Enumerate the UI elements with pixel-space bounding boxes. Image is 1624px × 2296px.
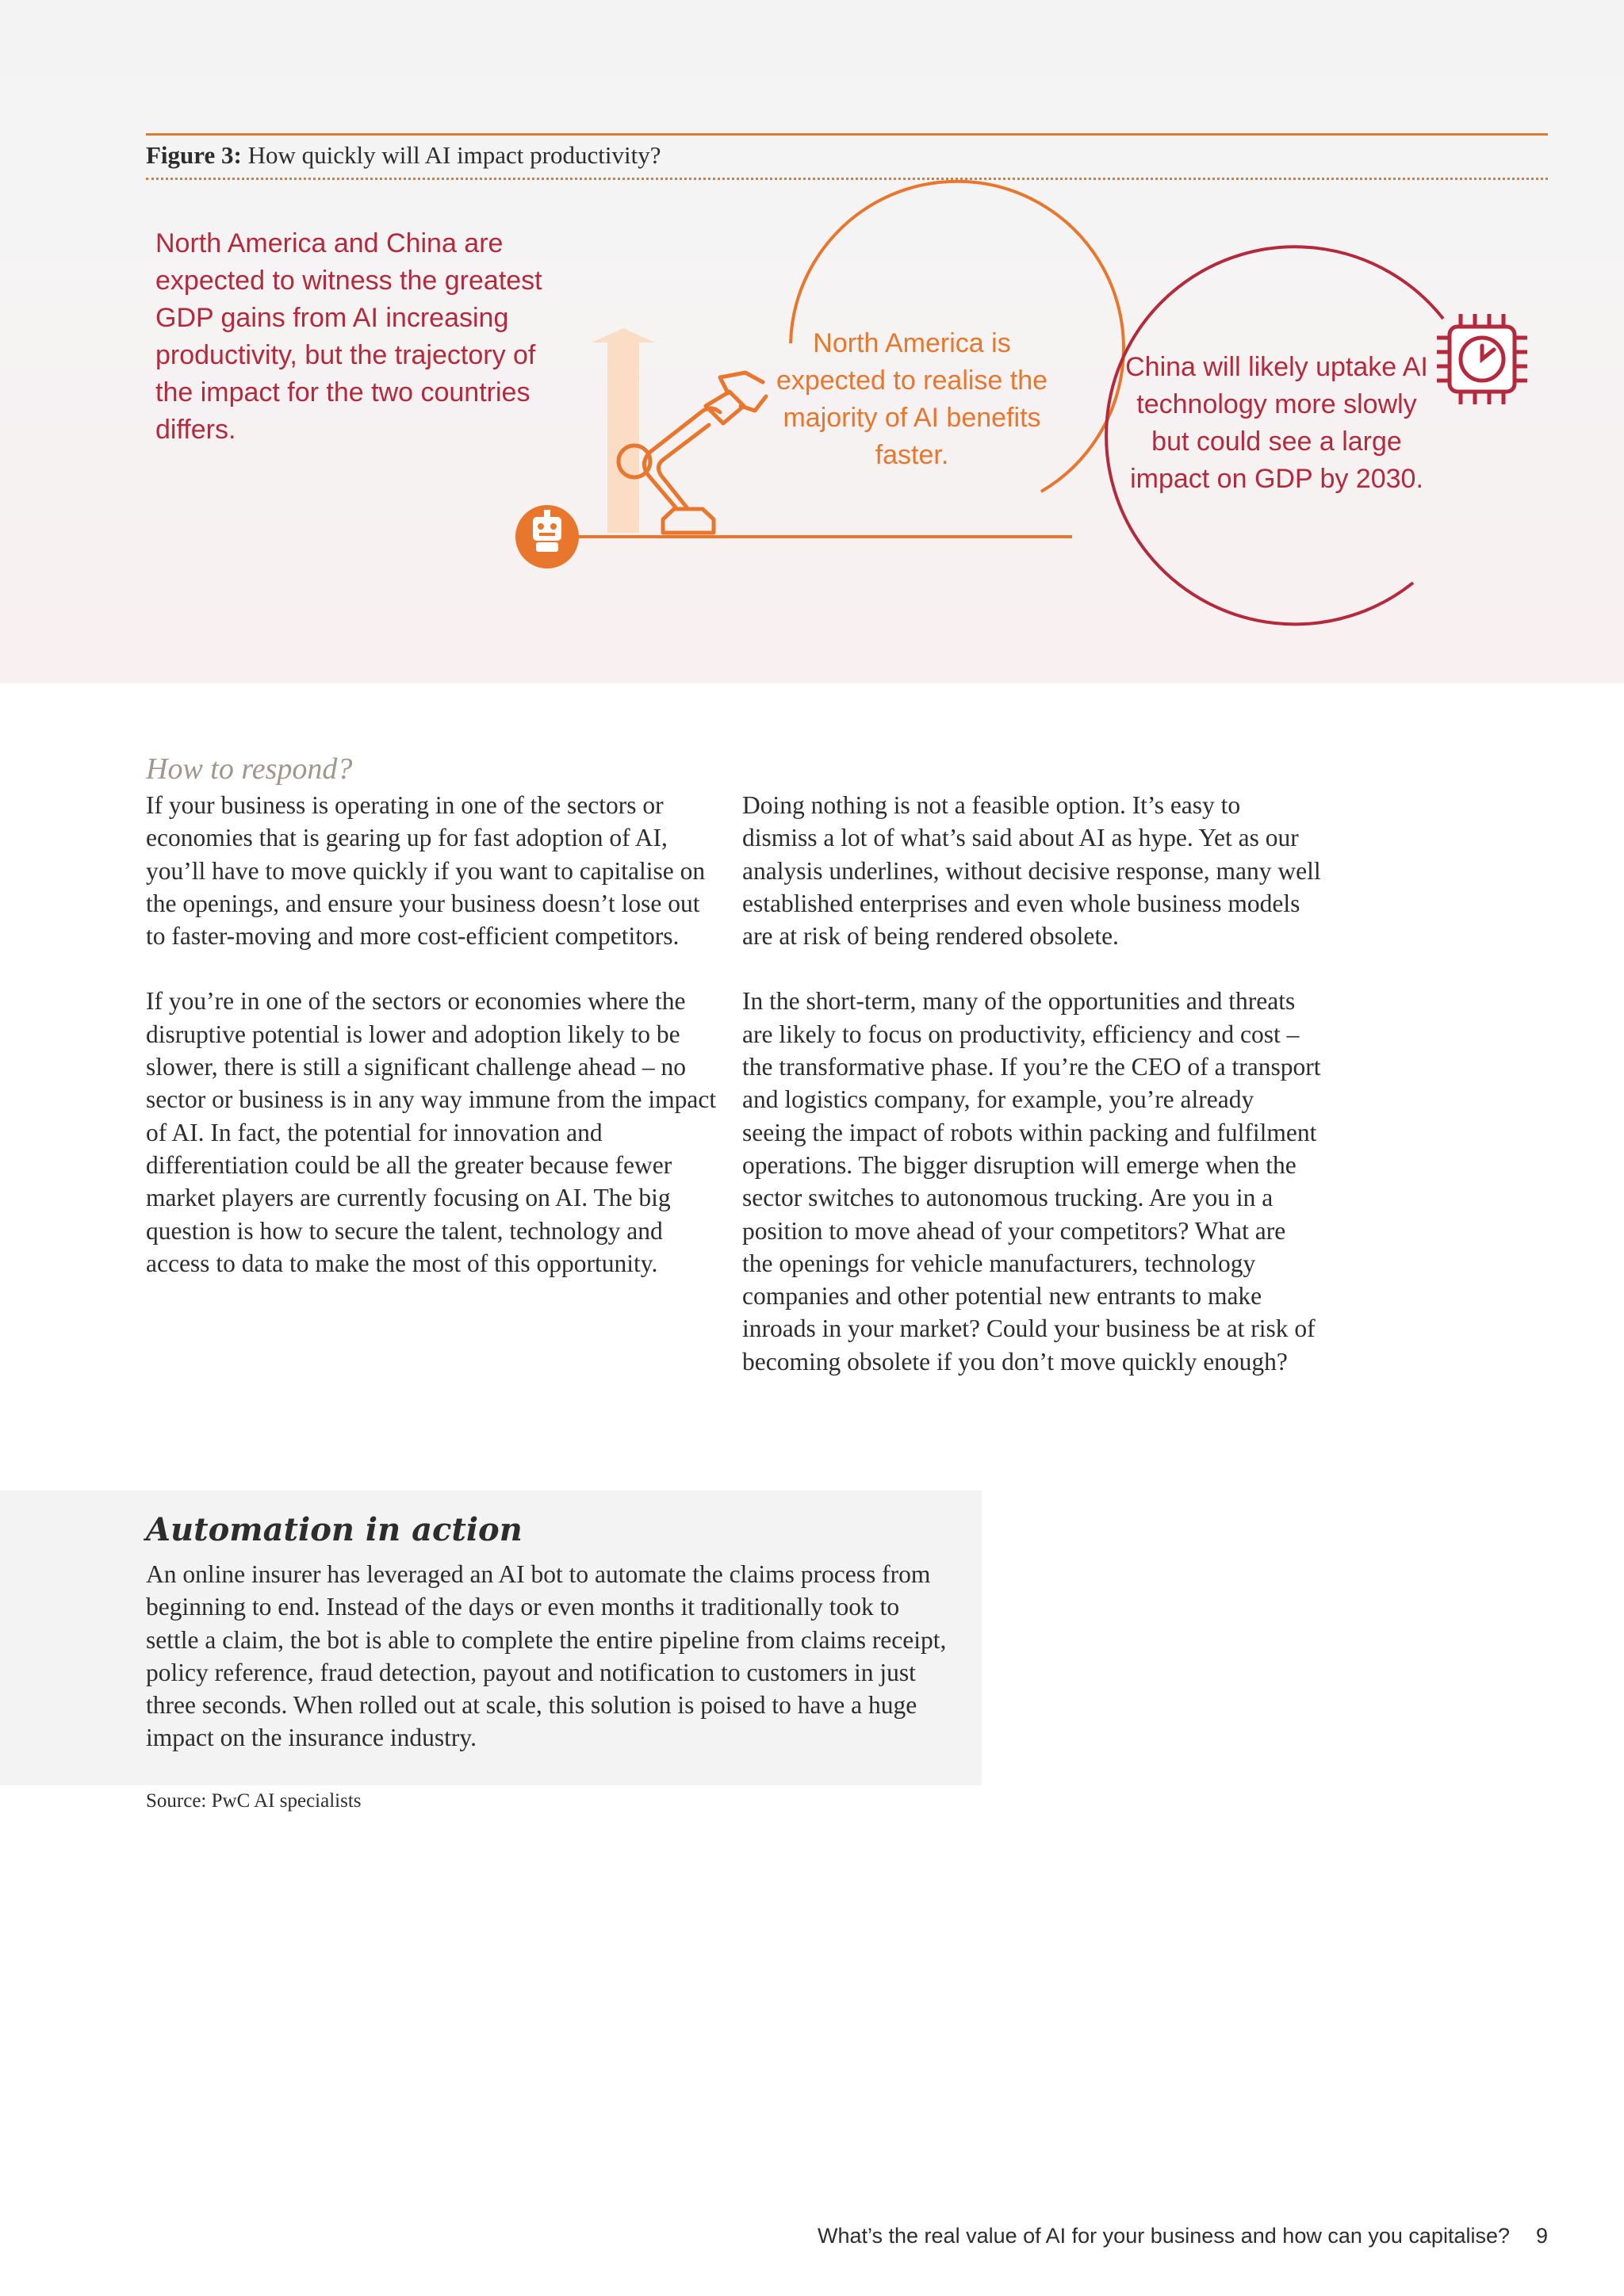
chip-clock-icon	[1437, 314, 1527, 404]
robot-face-icon	[515, 505, 579, 568]
automation-body: An online insurer has leveraged an AI bot to automate the claims process from beginning to end. Instead of the days or even months it traditionally took to settle a claim, the bot is able to complete the entire pipeline from claims receipt, policy reference, fraud detection, payout and notification to customers in just three seconds. When rolled out at scale, this solution is poised to have a huge impact on the insurance industry.	[146, 1560, 947, 1752]
footer-text: What’s the real value of AI for your business and how can you capitalise?	[817, 2224, 1510, 2248]
left-paragraph-1: If your business is operating in one of the sectors or economies that is gearing up for fast adoption of AI, you’ll have to move quickly if you want to capitalise on the openings, and ensure your business doesn’t lose out to faster-moving and more cost-efficient competitors.	[146, 791, 706, 951]
china-text: China will likely uptake AI technology more slowly but could see a large impact on GDP by 2030.	[1125, 352, 1428, 494]
north-america-text: North America is expected to realise the majority of AI benefits faster.	[776, 328, 1048, 470]
automation-title: Automation in action	[146, 1511, 523, 1548]
section-heading: How to respond?	[146, 752, 353, 786]
figure-label: Figure 3:	[146, 141, 242, 169]
robot-arm-icon	[619, 373, 766, 533]
up-arrow-icon	[592, 328, 655, 533]
page-number: 9	[1536, 2224, 1549, 2248]
left-column	[146, 789, 725, 1312]
right-paragraph-2: In the short-term, many of the opportunities and threats are likely to focus on productivity, efficiency and cost – the transformative phase. If you’re the CEO of a transport and logistics company, for example, you’re already seeing the impact of robots within packing and fulfilment operations. The bigger disruption will emerge when the sector switches to autonomous trucking. Are you in a position to move ahead of your competitors? What are the openings for vehicle manufacturers, technology companies and other potential new entrants to make inroads in your market? Could your business be at risk of becoming obsolete if you don’t move quickly enough?	[742, 987, 1321, 1376]
right-column	[742, 789, 1321, 1410]
left-paragraph-2: If you’re in one of the sectors or economies where the disruptive potential is lower and adoption likely to be slower, there is still a significant challenge ahead – no sector or business is in any way immune from the impact of AI. In fact, the potential for innovation and differentiation could be all the greater because fewer market players are currently focusing on AI. The big question is how to secure the talent, technology and access to data to make the most of this opportunity.	[146, 987, 717, 1277]
source-note: Source: PwC AI specialists	[146, 1790, 362, 1812]
figure-title-text: How quickly will AI impact productivity?	[247, 141, 661, 169]
figure-intro-text: North America and China are expected to witness the greatest GDP gains from AI increasing productivity, but the trajectory of the impact for the two countries differs.	[155, 228, 542, 445]
right-paragraph-1: Doing nothing is not a feasible option. It’s easy to dismiss a lot of what’s said about AI as hype. Yet as our analysis underlines, without decisive response, many well established enterprises and even whole business models are at risk of being rendered obsolete.	[742, 791, 1321, 951]
